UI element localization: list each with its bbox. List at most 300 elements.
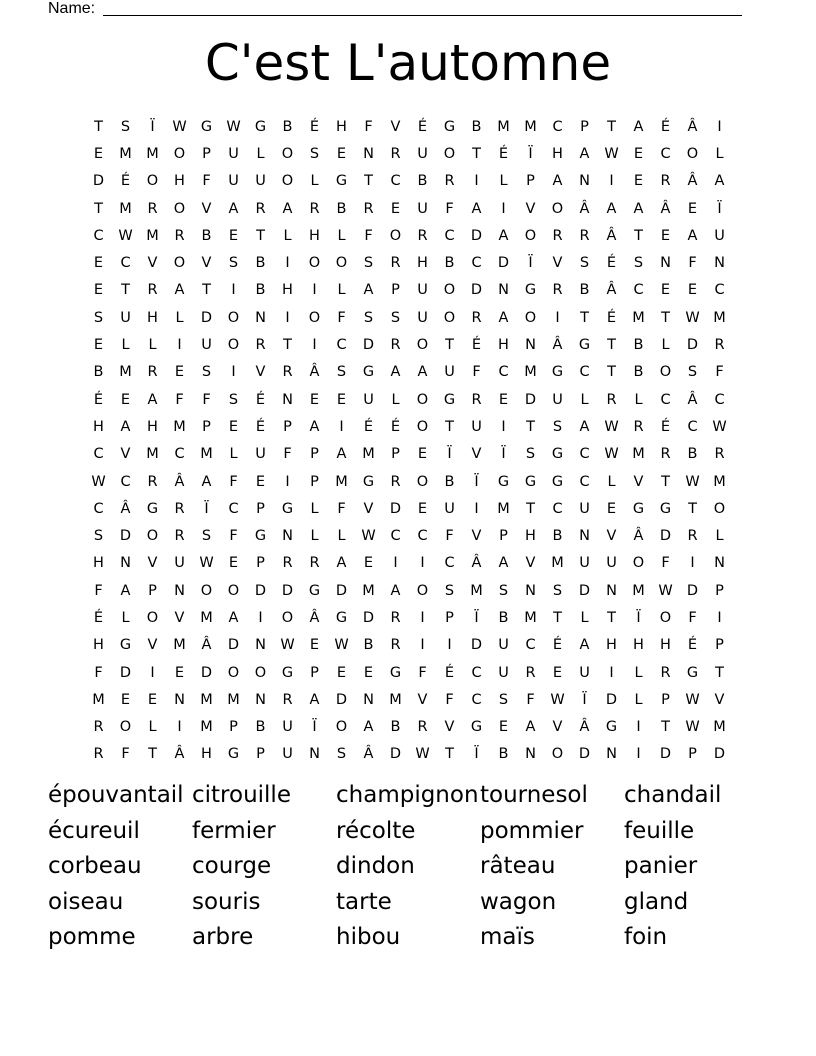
grid-letter[interactable]: E (93, 282, 104, 299)
grid-letter[interactable]: F (94, 664, 103, 681)
grid-letter[interactable]: E (255, 473, 266, 490)
grid-letter[interactable]: G (281, 664, 294, 681)
grid-letter[interactable]: P (310, 473, 319, 490)
grid-letter[interactable]: P (445, 609, 454, 626)
grid-letter[interactable]: G (362, 473, 375, 490)
grid-letter[interactable]: I (339, 418, 344, 435)
grid-letter[interactable]: O (227, 582, 240, 599)
grid-letter[interactable]: R (147, 473, 158, 490)
grid-letter[interactable]: B (444, 473, 455, 490)
grid-letter[interactable]: B (687, 446, 698, 463)
grid-letter[interactable]: B (417, 173, 428, 190)
grid-letter[interactable]: F (418, 664, 427, 681)
grid-letter[interactable]: I (177, 337, 182, 354)
grid-letter[interactable]: I (312, 337, 317, 354)
grid-letter[interactable]: G (605, 719, 618, 736)
grid-letter[interactable]: É (444, 664, 455, 681)
grid-letter[interactable]: R (552, 282, 563, 299)
grid-letter[interactable]: Ï (582, 691, 587, 708)
grid-letter[interactable]: G (470, 719, 483, 736)
grid-letter[interactable]: N (255, 691, 266, 708)
grid-letter[interactable]: F (121, 746, 130, 763)
grid-letter[interactable]: F (688, 255, 697, 272)
grid-letter[interactable]: R (633, 418, 644, 435)
grid-letter[interactable]: É (390, 418, 401, 435)
grid-letter[interactable]: M (497, 118, 510, 135)
grid-letter[interactable]: H (147, 418, 158, 435)
grid-letter[interactable]: Â (579, 719, 590, 736)
grid-letter[interactable]: F (364, 118, 373, 135)
grid-letter[interactable]: D (686, 582, 699, 599)
grid-letter[interactable]: B (390, 719, 401, 736)
grid-letter[interactable]: I (285, 309, 290, 326)
grid-letter[interactable]: G (335, 609, 348, 626)
grid-letter[interactable]: T (472, 145, 481, 162)
grid-letter[interactable]: S (552, 582, 563, 599)
grid-letter[interactable]: U (498, 637, 509, 654)
grid-letter[interactable]: G (551, 473, 564, 490)
grid-letter[interactable]: R (714, 446, 725, 463)
grid-letter[interactable]: N (174, 691, 185, 708)
grid-letter[interactable]: M (632, 309, 645, 326)
grid-letter[interactable]: I (285, 255, 290, 272)
grid-letter[interactable]: A (228, 609, 239, 626)
grid-letter[interactable]: T (607, 609, 616, 626)
grid-letter[interactable]: N (579, 528, 590, 545)
grid-letter[interactable]: L (121, 337, 130, 354)
grid-letter[interactable]: O (173, 200, 186, 217)
grid-letter[interactable]: E (498, 719, 509, 736)
grid-letter[interactable]: M (119, 364, 132, 381)
grid-letter[interactable]: P (715, 582, 724, 599)
grid-letter[interactable]: V (552, 719, 563, 736)
grid-letter[interactable]: T (121, 282, 130, 299)
grid-letter[interactable]: C (579, 364, 590, 381)
grid-letter[interactable]: I (420, 637, 425, 654)
grid-letter[interactable]: L (256, 145, 265, 162)
grid-letter[interactable]: P (580, 118, 589, 135)
grid-letter[interactable]: D (119, 664, 132, 681)
grid-letter[interactable]: H (660, 637, 671, 654)
grid-letter[interactable]: S (444, 582, 455, 599)
grid-letter[interactable]: A (309, 691, 320, 708)
grid-letter[interactable]: A (552, 173, 563, 190)
grid-letter[interactable]: D (362, 337, 375, 354)
grid-letter[interactable]: L (634, 664, 643, 681)
grid-letter[interactable]: L (661, 337, 670, 354)
grid-letter[interactable]: G (281, 500, 294, 517)
grid-letter[interactable]: L (310, 528, 319, 545)
grid-letter[interactable]: A (336, 555, 347, 572)
grid-letter[interactable]: F (445, 691, 454, 708)
grid-letter[interactable]: W (604, 145, 619, 162)
grid-letter[interactable]: N (255, 637, 266, 654)
grid-letter[interactable]: U (444, 364, 455, 381)
grid-letter[interactable]: O (281, 145, 294, 162)
grid-letter[interactable]: R (282, 691, 293, 708)
grid-letter[interactable]: U (120, 309, 131, 326)
grid-letter[interactable]: I (690, 555, 695, 572)
grid-letter[interactable]: I (285, 473, 290, 490)
grid-letter[interactable]: H (93, 555, 104, 572)
grid-letter[interactable]: V (147, 637, 158, 654)
grid-letter[interactable]: E (309, 637, 320, 654)
grid-letter[interactable]: A (120, 582, 131, 599)
grid-letter[interactable]: T (148, 746, 157, 763)
grid-letter[interactable]: I (474, 173, 479, 190)
grid-letter[interactable]: O (659, 364, 672, 381)
grid-letter[interactable]: F (445, 200, 454, 217)
grid-letter[interactable]: E (687, 282, 698, 299)
grid-letter[interactable]: P (688, 746, 697, 763)
grid-letter[interactable]: I (312, 282, 317, 299)
grid-letter[interactable]: A (498, 309, 509, 326)
grid-letter[interactable]: M (713, 473, 726, 490)
grid-letter[interactable]: C (93, 500, 104, 517)
grid-letter[interactable]: Â (687, 391, 698, 408)
grid-letter[interactable]: R (390, 473, 401, 490)
grid-letter[interactable]: R (417, 719, 428, 736)
grid-letter[interactable]: F (337, 500, 346, 517)
grid-letter[interactable]: S (309, 145, 320, 162)
grid-letter[interactable]: N (498, 282, 509, 299)
grid-letter[interactable]: H (336, 118, 347, 135)
grid-letter[interactable]: A (498, 227, 509, 244)
grid-letter[interactable]: E (633, 173, 644, 190)
grid-letter[interactable]: P (310, 664, 319, 681)
grid-letter[interactable]: T (661, 719, 670, 736)
grid-letter[interactable]: O (551, 200, 564, 217)
grid-letter[interactable]: S (633, 255, 644, 272)
grid-letter[interactable]: F (688, 609, 697, 626)
grid-letter[interactable]: T (580, 309, 589, 326)
grid-letter[interactable]: F (472, 364, 481, 381)
grid-letter[interactable]: U (417, 309, 428, 326)
grid-letter[interactable]: H (93, 637, 104, 654)
grid-letter[interactable]: A (579, 637, 590, 654)
grid-letter[interactable]: R (390, 145, 401, 162)
grid-letter[interactable]: D (281, 582, 294, 599)
grid-letter[interactable]: I (177, 719, 182, 736)
grid-letter[interactable]: U (174, 555, 185, 572)
grid-letter[interactable]: I (393, 555, 398, 572)
grid-letter[interactable]: T (364, 173, 373, 190)
grid-letter[interactable]: L (121, 609, 130, 626)
grid-letter[interactable]: S (93, 528, 104, 545)
grid-letter[interactable]: W (604, 446, 619, 463)
grid-letter[interactable]: A (228, 200, 239, 217)
grid-letter[interactable]: S (336, 364, 347, 381)
grid-letter[interactable]: B (336, 200, 347, 217)
grid-letter[interactable]: Â (606, 227, 617, 244)
grid-letter[interactable]: R (174, 500, 185, 517)
grid-letter[interactable]: V (147, 555, 158, 572)
grid-letter[interactable]: A (336, 446, 347, 463)
grid-letter[interactable]: P (715, 637, 724, 654)
grid-letter[interactable]: L (634, 691, 643, 708)
grid-letter[interactable]: G (443, 391, 456, 408)
grid-letter[interactable]: E (390, 200, 401, 217)
grid-letter[interactable]: C (579, 473, 590, 490)
grid-letter[interactable]: P (391, 282, 400, 299)
grid-letter[interactable]: C (174, 446, 185, 463)
grid-letter[interactable]: Ï (636, 609, 641, 626)
grid-letter[interactable]: Â (201, 637, 212, 654)
grid-letter[interactable]: U (228, 173, 239, 190)
grid-letter[interactable]: S (390, 309, 401, 326)
grid-letter[interactable]: N (579, 173, 590, 190)
grid-letter[interactable]: C (552, 118, 563, 135)
grid-letter[interactable]: D (254, 582, 267, 599)
grid-letter[interactable]: R (714, 337, 725, 354)
grid-letter[interactable]: C (525, 637, 536, 654)
grid-letter[interactable]: B (282, 118, 293, 135)
grid-letter[interactable]: V (174, 609, 185, 626)
grid-letter[interactable]: F (283, 446, 292, 463)
grid-letter[interactable]: B (579, 282, 590, 299)
grid-letter[interactable]: S (498, 582, 509, 599)
grid-letter[interactable]: B (201, 227, 212, 244)
grid-letter[interactable]: I (231, 282, 236, 299)
grid-letter[interactable]: N (606, 582, 617, 599)
grid-letter[interactable]: C (471, 691, 482, 708)
grid-letter[interactable]: I (609, 173, 614, 190)
grid-letter[interactable]: M (632, 446, 645, 463)
grid-letter[interactable]: N (255, 309, 266, 326)
grid-letter[interactable]: W (361, 528, 376, 545)
grid-letter[interactable]: C (714, 282, 725, 299)
grid-letter[interactable]: R (579, 227, 590, 244)
grid-letter[interactable]: G (119, 637, 132, 654)
grid-letter[interactable]: A (606, 200, 617, 217)
grid-letter[interactable]: L (580, 609, 589, 626)
grid-letter[interactable]: G (632, 500, 645, 517)
grid-letter[interactable]: L (310, 173, 319, 190)
grid-letter[interactable]: V (120, 446, 131, 463)
grid-letter[interactable]: C (687, 418, 698, 435)
grid-letter[interactable]: W (91, 473, 106, 490)
grid-letter[interactable]: R (282, 364, 293, 381)
grid-letter[interactable]: T (688, 500, 697, 517)
grid-letter[interactable]: D (659, 528, 672, 545)
grid-letter[interactable]: R (147, 364, 158, 381)
grid-letter[interactable]: F (229, 528, 238, 545)
grid-letter[interactable]: E (309, 391, 320, 408)
grid-letter[interactable]: S (228, 255, 239, 272)
grid-letter[interactable]: D (470, 282, 483, 299)
grid-letter[interactable]: A (633, 118, 644, 135)
grid-letter[interactable]: E (174, 364, 185, 381)
grid-letter[interactable]: V (471, 528, 482, 545)
grid-letter[interactable]: Ï (204, 500, 209, 517)
grid-letter[interactable]: E (363, 555, 374, 572)
grid-letter[interactable]: E (363, 664, 374, 681)
grid-letter[interactable]: A (525, 719, 536, 736)
grid-letter[interactable]: É (255, 418, 266, 435)
grid-letter[interactable]: M (146, 145, 159, 162)
grid-letter[interactable]: E (336, 391, 347, 408)
grid-letter[interactable]: B (444, 255, 455, 272)
grid-letter[interactable]: M (200, 691, 213, 708)
grid-letter[interactable]: W (199, 555, 214, 572)
grid-letter[interactable]: M (524, 118, 537, 135)
grid-letter[interactable]: Ï (528, 145, 533, 162)
grid-letter[interactable]: A (201, 473, 212, 490)
grid-letter[interactable]: I (447, 637, 452, 654)
grid-letter[interactable]: V (390, 118, 401, 135)
grid-letter[interactable]: É (660, 118, 671, 135)
grid-letter[interactable]: N (363, 145, 374, 162)
grid-letter[interactable]: C (390, 528, 401, 545)
grid-letter[interactable]: G (443, 118, 456, 135)
grid-letter[interactable]: B (633, 337, 644, 354)
grid-letter[interactable]: O (416, 582, 429, 599)
grid-letter[interactable]: Ï (312, 719, 317, 736)
grid-letter[interactable]: M (119, 145, 132, 162)
grid-letter[interactable]: É (363, 418, 374, 435)
grid-letter[interactable]: D (713, 746, 726, 763)
grid-letter[interactable]: E (120, 391, 131, 408)
grid-letter[interactable]: Â (633, 528, 644, 545)
grid-letter[interactable]: Â (309, 609, 320, 626)
grid-letter[interactable]: I (420, 555, 425, 572)
grid-letter[interactable]: D (389, 500, 402, 517)
grid-letter[interactable]: R (390, 609, 401, 626)
grid-letter[interactable]: C (660, 391, 671, 408)
grid-letter[interactable]: G (254, 118, 267, 135)
grid-letter[interactable]: E (120, 691, 131, 708)
grid-letter[interactable]: S (552, 418, 563, 435)
grid-letter[interactable]: F (94, 582, 103, 599)
grid-letter[interactable]: B (255, 719, 266, 736)
grid-letter[interactable]: G (335, 173, 348, 190)
grid-letter[interactable]: C (336, 337, 347, 354)
grid-letter[interactable]: E (606, 500, 617, 517)
grid-letter[interactable]: H (147, 309, 158, 326)
grid-letter[interactable]: C (498, 364, 509, 381)
name-field[interactable] (48, 0, 742, 18)
grid-letter[interactable]: C (93, 227, 104, 244)
grid-letter[interactable]: L (337, 282, 346, 299)
grid-letter[interactable]: I (150, 664, 155, 681)
grid-letter[interactable]: R (525, 664, 536, 681)
grid-letter[interactable]: T (634, 227, 643, 244)
grid-letter[interactable]: R (687, 528, 698, 545)
grid-letter[interactable]: U (255, 446, 266, 463)
grid-letter[interactable]: M (335, 473, 348, 490)
grid-letter[interactable]: L (175, 309, 184, 326)
grid-letter[interactable]: B (552, 528, 563, 545)
grid-letter[interactable]: P (310, 446, 319, 463)
grid-letter[interactable]: W (118, 227, 133, 244)
grid-letter[interactable]: G (686, 664, 699, 681)
grid-letter[interactable]: L (337, 528, 346, 545)
grid-letter[interactable]: O (389, 227, 402, 244)
grid-letter[interactable]: G (659, 500, 672, 517)
grid-letter[interactable]: N (363, 691, 374, 708)
grid-letter[interactable]: C (660, 145, 671, 162)
grid-letter[interactable]: A (282, 200, 293, 217)
grid-letter[interactable]: P (148, 582, 157, 599)
grid-letter[interactable]: T (526, 500, 535, 517)
grid-letter[interactable]: N (714, 555, 725, 572)
grid-letter[interactable]: O (335, 719, 348, 736)
grid-letter[interactable]: D (524, 391, 537, 408)
grid-letter[interactable]: R (390, 337, 401, 354)
grid-letter[interactable]: U (282, 746, 293, 763)
grid-letter[interactable]: D (227, 637, 240, 654)
grid-letter[interactable]: M (146, 227, 159, 244)
grid-letter[interactable]: S (201, 364, 212, 381)
grid-letter[interactable]: E (498, 391, 509, 408)
grid-letter[interactable]: V (714, 691, 725, 708)
grid-letter[interactable]: C (471, 255, 482, 272)
grid-letter[interactable]: E (552, 664, 563, 681)
grid-letter[interactable]: C (120, 473, 131, 490)
grid-letter[interactable]: P (202, 418, 211, 435)
grid-letter[interactable]: O (200, 582, 213, 599)
grid-letter[interactable]: G (497, 473, 510, 490)
grid-letter[interactable]: W (280, 637, 295, 654)
grid-letter[interactable]: M (173, 418, 186, 435)
grid-letter[interactable]: R (93, 719, 104, 736)
grid-letter[interactable]: R (552, 227, 563, 244)
grid-letter[interactable]: T (661, 309, 670, 326)
grid-letter[interactable]: U (417, 200, 428, 217)
grid-letter[interactable]: C (714, 391, 725, 408)
grid-letter[interactable]: R (282, 555, 293, 572)
grid-letter[interactable]: O (146, 173, 159, 190)
grid-letter[interactable]: Â (309, 364, 320, 381)
grid-letter[interactable]: H (606, 637, 617, 654)
grid-letter[interactable]: V (201, 255, 212, 272)
grid-letter[interactable]: C (444, 555, 455, 572)
grid-letter[interactable]: Â (174, 746, 185, 763)
grid-letter[interactable]: M (713, 309, 726, 326)
grid-letter[interactable]: R (417, 227, 428, 244)
grid-letter[interactable]: L (337, 227, 346, 244)
grid-letter[interactable]: G (227, 746, 240, 763)
grid-letter[interactable]: W (685, 309, 700, 326)
grid-letter[interactable]: M (632, 582, 645, 599)
grid-letter[interactable]: P (256, 500, 265, 517)
grid-letter[interactable]: U (579, 664, 590, 681)
grid-letter[interactable]: R (147, 200, 158, 217)
grid-letter[interactable]: U (417, 145, 428, 162)
grid-letter[interactable]: C (552, 500, 563, 517)
grid-letter[interactable]: A (174, 282, 185, 299)
grid-letter[interactable]: R (390, 637, 401, 654)
grid-letter[interactable]: L (715, 145, 724, 162)
grid-letter[interactable]: R (174, 227, 185, 244)
grid-letter[interactable]: O (173, 255, 186, 272)
grid-letter[interactable]: E (660, 227, 671, 244)
grid-letter[interactable]: O (416, 337, 429, 354)
grid-letter[interactable]: A (633, 200, 644, 217)
grid-letter[interactable]: B (498, 609, 509, 626)
grid-letter[interactable]: O (173, 145, 186, 162)
grid-letter[interactable]: T (607, 364, 616, 381)
grid-letter[interactable]: S (579, 255, 590, 272)
grid-letter[interactable]: M (200, 446, 213, 463)
grid-letter[interactable]: A (363, 282, 374, 299)
grid-letter[interactable]: M (470, 582, 483, 599)
grid-letter[interactable]: P (499, 528, 508, 545)
grid-letter[interactable]: G (551, 364, 564, 381)
grid-letter[interactable]: U (498, 664, 509, 681)
grid-letter[interactable]: E (336, 145, 347, 162)
grid-letter[interactable]: D (470, 637, 483, 654)
